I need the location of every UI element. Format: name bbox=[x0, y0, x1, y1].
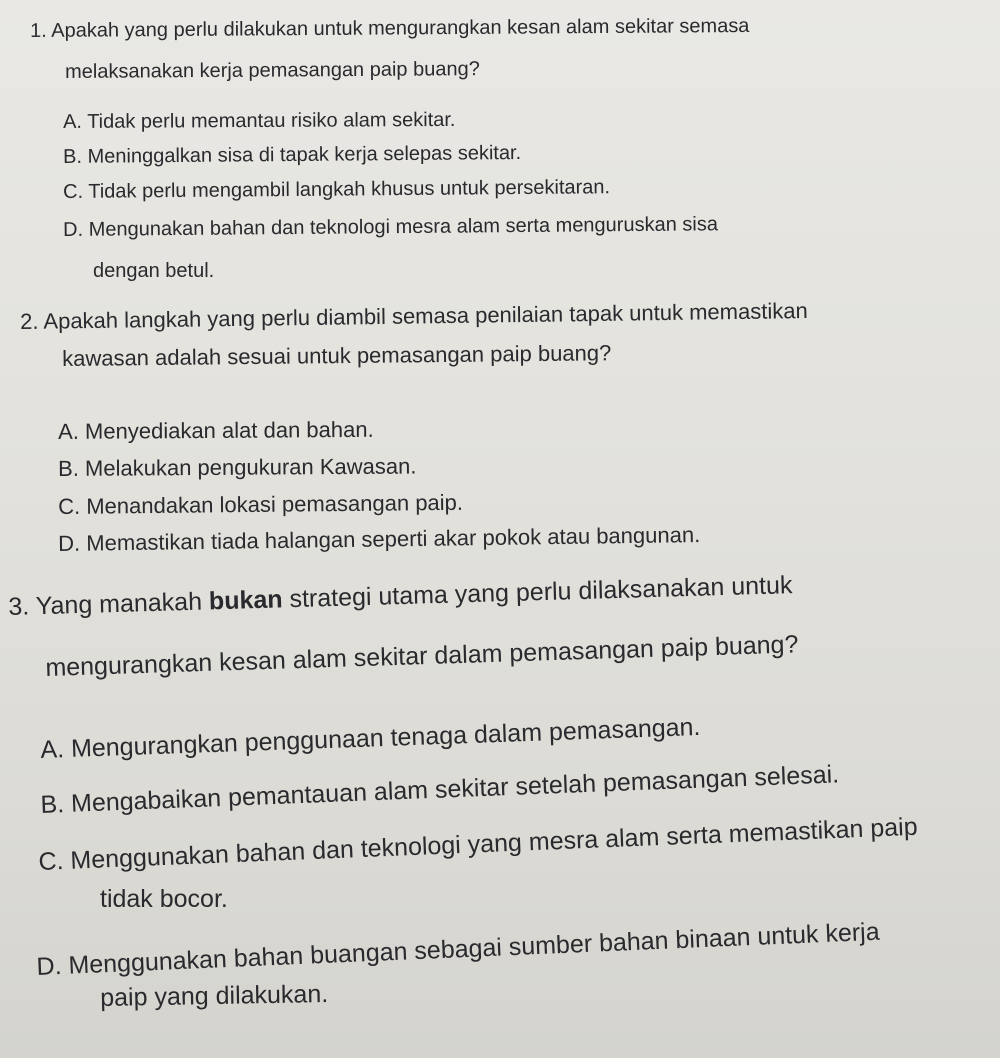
question-text: Apakah langkah yang perlu diambil semasa penilaian tapak untuk memastikan bbox=[43, 298, 808, 334]
question-2-line-1 bbox=[20, 298, 808, 335]
question-1-option-c[interactable] bbox=[63, 176, 610, 204]
question-text-before: Yang manakah bbox=[35, 587, 210, 621]
option-text: Tidak perlu memantau risiko alam sekitar. bbox=[87, 108, 456, 133]
option-text: Menggunakan bahan dan teknologi yang mesra alam serta memastikan paip bbox=[69, 812, 919, 875]
question-number: 1. bbox=[30, 19, 47, 42]
option-text: Melakukan pengukuran Kawasan. bbox=[84, 453, 417, 481]
question-3-line-2: mengurangkan kesan alam sekitar dalam pemasangan paip buang? bbox=[45, 630, 799, 682]
question-3-line-1 bbox=[8, 571, 793, 622]
question-3-option-d-line-2: paip yang dilakukan. bbox=[100, 980, 329, 1012]
question-3-option-a[interactable] bbox=[40, 713, 701, 765]
question-text: Apakah yang perlu dilakukan untuk mengurangkan kesan alam sekitar semasa bbox=[51, 14, 750, 42]
option-text: Menggunakan bahan buangan sebagai sumber bahan binaan untuk kerja bbox=[67, 917, 881, 980]
option-letter: B. bbox=[63, 145, 83, 168]
option-text: Meninggalkan sisa di tapak kerja selepas sekitar. bbox=[87, 142, 522, 168]
option-letter: D. bbox=[36, 951, 63, 981]
option-letter: D. bbox=[63, 218, 84, 241]
option-text: Menandakan lokasi pemasangan paip. bbox=[86, 489, 464, 519]
question-1-line-2: melaksanakan kerja pemasangan paip buang? bbox=[65, 58, 480, 83]
question-text-after: strategi utama yang perlu dilaksanakan untuk bbox=[282, 571, 793, 614]
option-letter: D. bbox=[58, 530, 81, 556]
question-2-option-c[interactable] bbox=[58, 490, 463, 520]
option-letter: C. bbox=[63, 180, 84, 203]
emphasis-word: bukan bbox=[208, 585, 283, 616]
option-letter: A. bbox=[58, 418, 79, 444]
question-number: 3. bbox=[8, 592, 30, 621]
option-text: Mengabaikan pemantauan alam sekitar setelah pemasangan selesai. bbox=[70, 760, 840, 818]
option-letter: A. bbox=[63, 110, 83, 133]
question-3-option-c[interactable] bbox=[38, 813, 918, 877]
option-letter: C. bbox=[38, 846, 65, 876]
question-number: 2. bbox=[20, 308, 39, 334]
question-2-option-b[interactable] bbox=[58, 453, 417, 482]
question-1-line-1 bbox=[30, 15, 749, 43]
question-2-option-d[interactable] bbox=[58, 522, 700, 557]
option-text: Mengunakan bahan dan teknologi mesra alam serta menguruskan sisa bbox=[88, 213, 719, 241]
option-letter: A. bbox=[40, 735, 65, 764]
question-2-option-a[interactable] bbox=[58, 417, 374, 445]
option-letter: B. bbox=[58, 455, 79, 481]
option-text: Memastikan tiada halangan seperti akar pokok atau bangunan. bbox=[86, 522, 701, 556]
question-3-option-b[interactable] bbox=[40, 760, 840, 820]
question-1-option-d[interactable] bbox=[63, 213, 718, 242]
question-1-option-a[interactable] bbox=[63, 109, 456, 134]
question-2-line-2: kawasan adalah sesuai untuk pemasangan paip buang? bbox=[62, 340, 612, 371]
question-3-option-d[interactable] bbox=[36, 918, 880, 982]
question-3-option-c-line-2: tidak bocor. bbox=[100, 885, 228, 913]
question-1-option-b[interactable] bbox=[63, 142, 521, 169]
option-text: Tidak perlu mengambil langkah khusus untuk persekitaran. bbox=[88, 176, 611, 203]
option-letter: B. bbox=[40, 790, 65, 819]
option-letter: C. bbox=[58, 493, 81, 519]
option-text: Menyediakan alat dan bahan. bbox=[84, 416, 374, 444]
question-1-option-d-line-2: dengan betul. bbox=[93, 260, 215, 282]
option-text: Mengurangkan penggunaan tenaga dalam pemasangan. bbox=[70, 712, 701, 763]
